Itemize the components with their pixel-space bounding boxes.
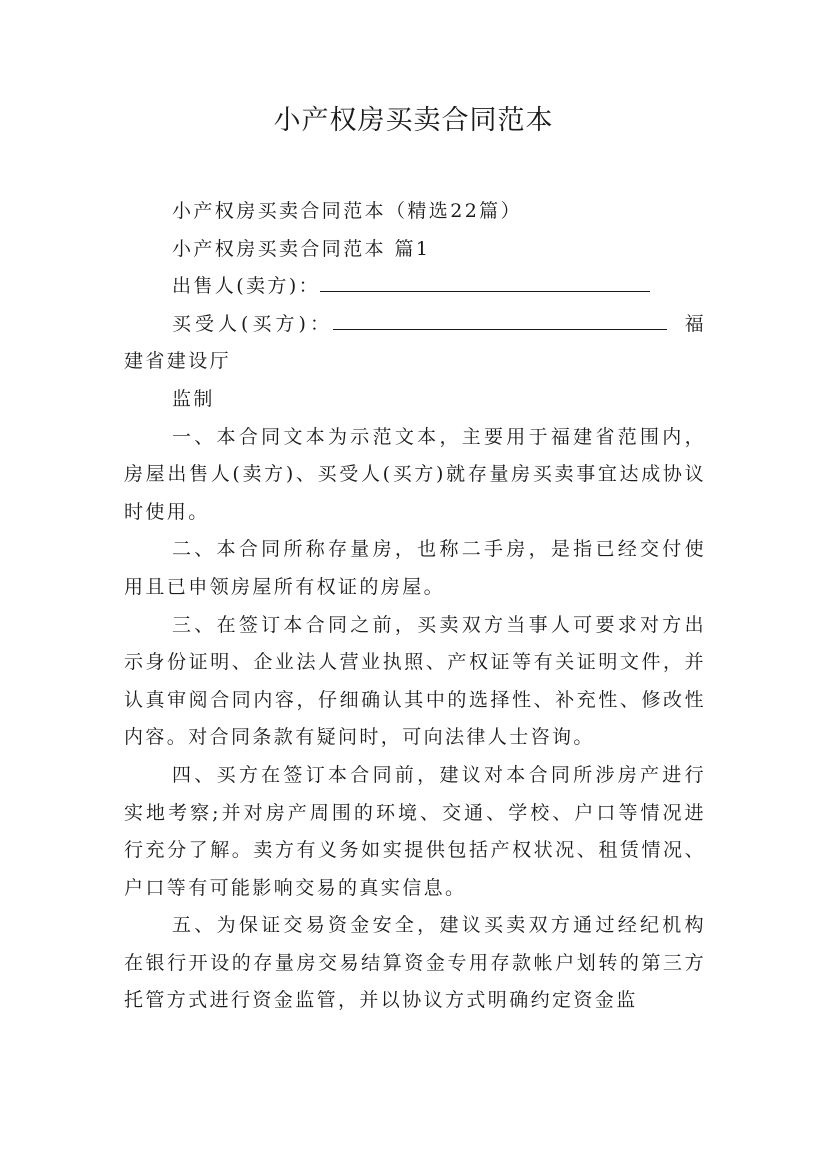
document-body bbox=[124, 193, 706, 1020]
issuer-name: 福建省建设厅 bbox=[124, 312, 707, 373]
clause-paragraph: 二、本合同所称存量房，也称二手房，是指已经交付使用且已申领房屋所有权证的房屋。 bbox=[124, 538, 706, 598]
seller-blank-line bbox=[320, 277, 650, 292]
seller-label: 出售人(卖方)： bbox=[172, 275, 321, 298]
document-title: 小产权房买卖合同范本 bbox=[273, 105, 554, 136]
buyer-line bbox=[124, 306, 706, 381]
clause-paragraph: 一、本合同文本为示范文本，主要用于福建省范围内，房屋出售人(卖方)、买受人(买方)就存量房买卖事宜达成协议时使用。 bbox=[124, 425, 706, 523]
buyer-label: 买受人(买方)： bbox=[172, 312, 333, 335]
clause-paragraph: 三、在签订本合同之前，买卖双方当事人可要求对方出示身份证明、企业法人营业执照、产权证等有关证明文件，并认真审阅合同内容，仔细确认其中的选择性、补充性、修改性内容。对合同条款有疑问时，可向法律人士咨询。 bbox=[124, 613, 706, 749]
document-subtitle: 小产权房买卖合同范本（精选22篇） bbox=[172, 200, 522, 222]
seller-line bbox=[124, 268, 706, 306]
supervision-label: 监制 bbox=[172, 387, 215, 410]
section-heading: 小产权房买卖合同范本 篇1 bbox=[172, 237, 431, 260]
clause-paragraph: 五、为保证交易资金安全，建议买卖双方通过经纪机构在银行开设的存量房交易结算资金专用存款帐户划转的第三方托管方式进行资金监管，并以协议方式明确约定资金监 bbox=[124, 914, 706, 1012]
buyer-blank-line bbox=[333, 315, 667, 330]
clause-paragraph: 四、买方在签订本合同前，建议对本合同所涉房产进行实地考察;并对房产周围的环境、交通、学校、户口等情况进行充分了解。卖方有义务如实提供包括产权状况、租赁情况、户口等有可能影响交易的真实信息。 bbox=[124, 763, 706, 899]
